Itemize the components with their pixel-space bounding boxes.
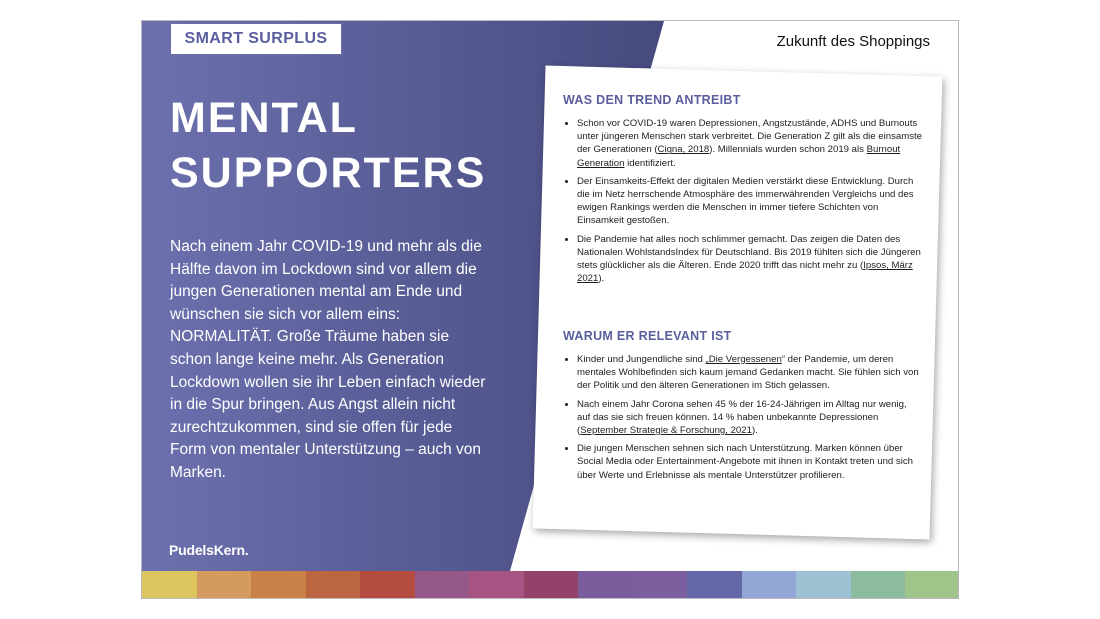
color-stripe [742,571,797,599]
color-stripe [469,571,524,599]
color-stripe [524,571,579,599]
color-stripe [306,571,361,599]
color-stripe [633,571,688,599]
color-stripe-bar [142,571,959,599]
color-stripe [578,571,633,599]
list-item: • Die jungen Menschen sehnen sich nach Unterstützung. Marken können über Social Media oder Entertainment-Angebote mit ihnen in Kontakt treten und sich über Werte und Erlebnisse als mentale Unterstützer profilieren. [577,442,922,482]
source-link[interactable]: „Die Vergessenen [705,354,782,365]
color-stripe [905,571,959,599]
title-line-2: SUPPORTERS [170,149,487,197]
source-link[interactable]: September Strategie & Forschung, 2021 [580,425,752,437]
relevance-list [563,353,922,487]
source-link[interactable]: Burnout Generation [577,144,901,169]
title-line-1: MENTAL [170,94,358,142]
page-title [170,91,486,201]
list-item: • Kinder und Jungendliche sind „Die Vergessenen“ der Pandemie, um deren mentales Wohlbefinden sich kaum jemand Gedanken macht. Sie fühlen sich von der Politik und den älteren Generationen im Stich gelassen. [577,353,922,393]
section-title-relevance: WARUM ER RELEVANT IST [563,329,732,343]
list-item: • Die Pandemie hat alles noch schlimmer gemacht. Das zeigen die Daten des Nationalen WohlstandsIndex für Deutschland. Bis 2019 fühlten sich die Jüngeren stets glücklicher als die Älteren. Ende 2020 trifft das nicht mehr zu (Ipsos, März 2021). [577,233,922,286]
list-item: • Der Einsamkeits-Effekt der digitalen Medien verstärkt diese Entwicklung. Durch die im Netz herrschende Atmosphäre des immerwährenden Vergleichs und des ewigen Rankings werden die Menschen in immer tiefere Schichten von Einsamkeit gestoßen. [577,175,922,228]
color-stripe [851,571,906,599]
color-stripe [251,571,306,599]
section-title-drivers: WAS DEN TREND ANTREIBT [563,93,741,107]
info-card [533,66,943,540]
source-link[interactable]: Ipsos, März 2021 [577,260,913,285]
intro-text: Nach einem Jahr COVID-19 und mehr als die Hälfte davon im Lockdown sind vor allem die jungen Generationen mental am Ende und wünschen sie sich vor allem eins: NORMALITÄT. Große Träume haben sie schon lange keine mehr. Als Generation Lockdown wollen sie ihr Leben einfach wieder in die Spur bringen. Aus Angst allein nicht zurechtzukommen, sind sie offen für jede Form von mentaler Unterstützung – auch von Marken. [170,238,486,481]
list-item: • Schon vor COVID-19 waren Depressionen, Angstzustände, ADHS und Burnouts unter jüngeren Menschen stark verbreitet. Die Generation Z gilt als die einsamste der Generationen (Cigna, 2018). Millennials wurden schon 2019 als Burnout Generation identifiziert. [577,117,922,170]
color-stripe [360,571,415,599]
color-stripe [197,571,252,599]
source-link[interactable]: Cigna, 2018 [657,144,710,156]
list-item: • Nach einem Jahr Corona sehen 45 % der 16-24-Jährigen im Alltag nur wenig, auf das sie sich freuen können. 14 % haben unbekannte Depressionen (September Strategie & Forschung, 2021). [577,398,922,438]
topic-label: Zukunft des Shoppings [776,33,930,50]
category-tag: SMART SURPLUS [170,23,342,55]
drivers-list [563,117,922,290]
color-stripe [687,571,742,599]
color-stripe [415,571,470,599]
color-stripe [142,571,197,599]
color-stripe [796,571,851,599]
slide [141,20,959,599]
brand-logo: PudelsKern. [169,542,249,558]
